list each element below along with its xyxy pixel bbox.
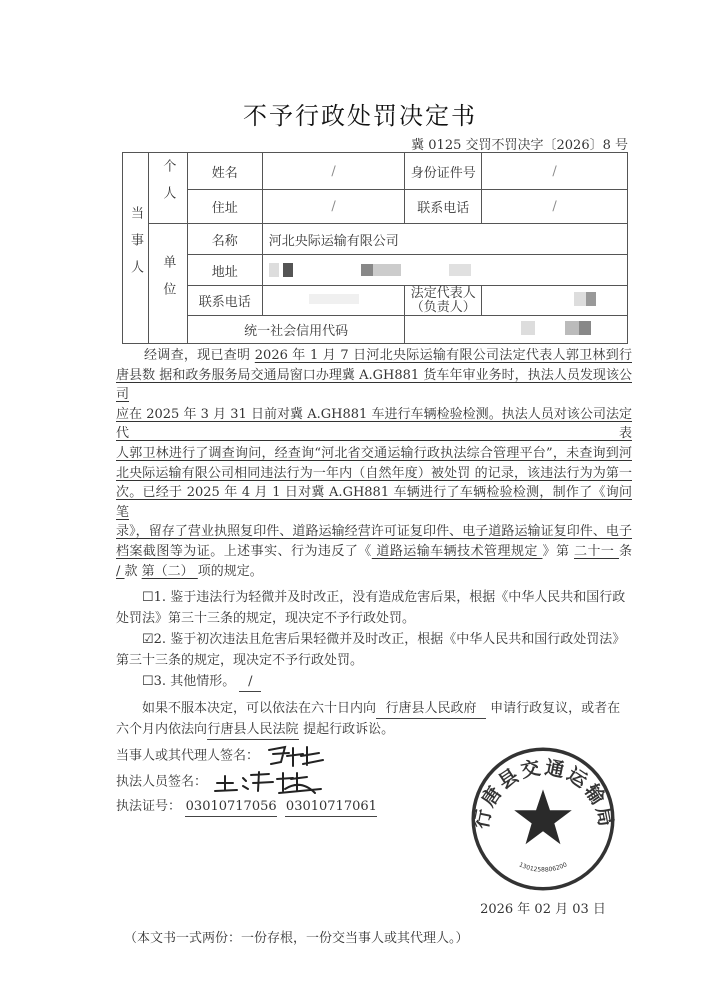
cert-number-1: 03010717056 — [185, 798, 277, 817]
investigation-findings — [116, 346, 632, 581]
filled-text: 唐县数 据和政务服务局交通局窗口办理冀 A.GH881 货车年审业务时，执法人员发现该公司 — [116, 367, 632, 403]
filled-text: 2026 年 1 月 7 日河北央际运输有限公司法定代表人郭卫林到行 — [254, 348, 632, 363]
filled-text: 应在 2025 年 3 月 31 日前对冀 A.GH881 车进行车辆检验检测。执法人员对该公司法定代表 — [116, 406, 632, 442]
static-text: 。上述事实、行为违反了《 — [210, 543, 372, 559]
id-label: 身份证件号 — [405, 153, 482, 190]
findings-line — [116, 464, 632, 484]
legal-rep-redacted — [482, 286, 628, 316]
findings-line — [116, 483, 632, 522]
static-text: 款 — [124, 563, 142, 579]
unit-address-redacted — [262, 255, 627, 286]
filled-text: 道路运输车辆技术管理规定 — [371, 543, 543, 559]
filled-text: 次。已经于 2025 年 4 月 1 日对冀 A.GH881 车辆进行了车辆检验检测，制作了《询问笔 — [116, 485, 632, 520]
cert-number-2: 03010717061 — [285, 798, 377, 817]
party-signature-line — [116, 744, 458, 769]
credit-code-redacted — [405, 316, 628, 344]
option-1-cont: 处罚法》第三十三条的规定，现决定不予行政处罚。 — [116, 611, 416, 627]
unit-phone-label: 联系电话 — [187, 286, 262, 316]
official-seal — [468, 744, 618, 894]
option-3: ☐3. 其他情形。 / — [116, 672, 632, 692]
static-text: 项的规定。 — [197, 563, 263, 579]
filled-text: / — [116, 563, 125, 579]
static-text: 经调查，现已查明 — [144, 348, 255, 363]
document-title: 不予行政处罚决定书 — [243, 102, 477, 130]
court: 行唐县人民法院 — [207, 721, 299, 740]
findings-line — [116, 366, 632, 405]
appeal-line-2: 六个月内依法向行唐县人民法院 提起行政诉讼。 — [116, 720, 632, 740]
cert-numbers: 执法证号： 03010717056 03010717061 — [116, 795, 458, 819]
id-value: / — [482, 153, 628, 190]
option-2: ☑2. 鉴于初次违法且危害后果轻微并及时改正，根据《中华人民共和国行政处罚法》 — [142, 632, 626, 648]
phone-label: 联系电话 — [405, 190, 482, 224]
filled-text: 录》，留存了营业执照复印件、道路运输经营许可证复印件、电子道路运输证复印件、电子 — [116, 524, 632, 540]
findings-line — [116, 562, 632, 582]
review-authority: 行唐县人民政府 — [376, 700, 486, 719]
findings-line — [116, 522, 632, 542]
filled-text: 第（二） — [141, 563, 198, 579]
address-value: / — [262, 190, 405, 224]
unit-header: 单位 — [148, 224, 187, 344]
filled-text: 二十一 — [574, 543, 619, 559]
name-label: 姓名 — [187, 153, 262, 190]
party-header: 当事人 — [123, 153, 149, 344]
officer-signature-label: 执法人员签名： — [116, 774, 208, 790]
individual-header: 个人 — [148, 153, 187, 224]
signature-block — [116, 744, 458, 819]
unit-phone-redacted — [262, 286, 405, 316]
option-2-cont: 第三十三条的规定，现决定不予行政处罚。 — [116, 653, 364, 669]
findings-line — [116, 405, 632, 444]
name-value: / — [262, 153, 405, 190]
appeal-line-1: 如果不服本决定，可以依法在六十日内向 行唐县人民政府 申请行政复议，或者在 — [116, 699, 632, 719]
party-handwritten-signature — [263, 744, 343, 768]
document-number: 冀 0125 交罚不罚决字〔2026〕8 号 — [411, 138, 628, 153]
unit-address-label: 地址 — [187, 255, 262, 286]
svg-text:行唐县交通运输局: 行唐县交通运输局 — [469, 755, 618, 831]
findings-line — [116, 346, 632, 366]
findings-line — [116, 542, 632, 562]
filled-text: 北央际运输有限公司相同违法行为一年内（自然年度）被处罚 的记录，该违法行为为第一 — [116, 465, 632, 481]
unit-name-label: 名称 — [187, 224, 262, 255]
option-1-checkbox[interactable]: ☐ — [142, 590, 154, 606]
filled-text: 档案截图等为证 — [116, 543, 211, 559]
unit-name-value: 河北央际运输有限公司 — [262, 224, 627, 255]
address-label: 住址 — [187, 190, 262, 224]
svg-text:1301258806200: 1301258806200 — [517, 861, 569, 874]
party-info-table — [122, 152, 628, 344]
credit-code-label: 统一社会信用代码 — [187, 316, 404, 344]
filled-text: 人郭卫林进行了调查询问，经查询“河北省交通运输行政执法综合管理平台”，未查询到河 — [116, 445, 632, 461]
findings-line — [116, 444, 632, 464]
option-3-checkbox[interactable]: ☐ — [142, 674, 154, 690]
option-2-checkbox[interactable]: ☑ — [142, 632, 154, 648]
phone-value: / — [482, 190, 628, 224]
party-signature-label: 当事人或其代理人签名： — [116, 748, 260, 764]
option-1: ☐1. 鉴于违法行为轻微并及时改正，没有造成危害后果，根据《中华人民共和国行政 — [142, 590, 626, 606]
decision-body — [116, 346, 632, 946]
officer-signature-line — [116, 769, 458, 795]
signature-and-seal-area — [116, 744, 632, 917]
static-text: 条 — [618, 543, 632, 559]
decision-date: 2026 年 02 月 03 日 — [480, 902, 606, 918]
footer-note: （本文书一式两份：一份存根，一份交当事人或其代理人。） — [124, 931, 469, 947]
officer-handwritten-signatures — [211, 769, 331, 795]
legal-rep-label: 法定代表人 （负责人） — [405, 286, 482, 316]
seal-and-date — [458, 744, 628, 917]
star-icon — [514, 789, 572, 844]
static-text: 》第 — [542, 543, 574, 559]
